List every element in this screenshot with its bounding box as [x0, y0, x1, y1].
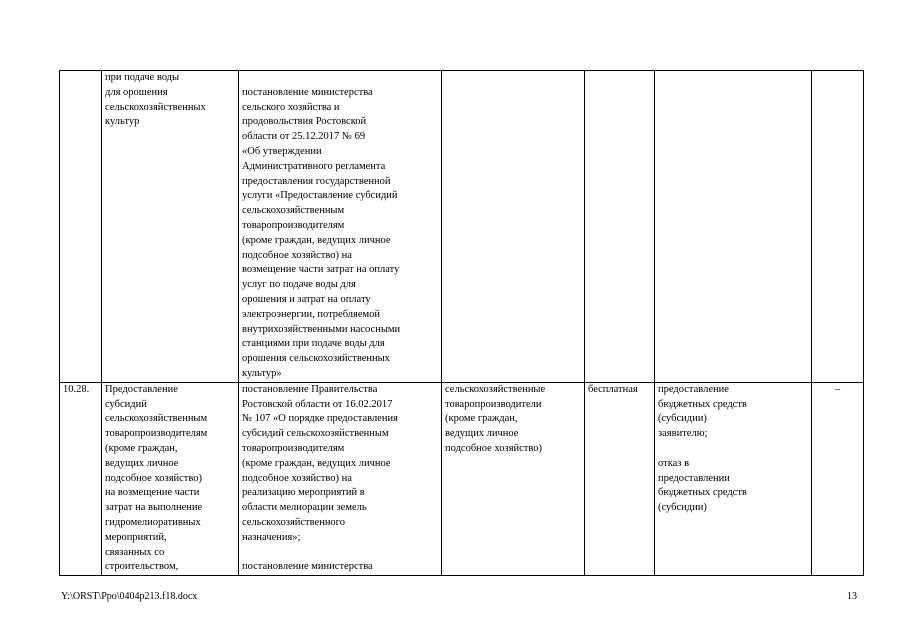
- text-line: затрат на выполнение: [105, 502, 203, 514]
- text-line: внутрихозяйственными насосными: [242, 323, 401, 335]
- text-line: возмещение части затрат на оплату: [242, 264, 400, 276]
- text-line: сельского хозяйства и: [242, 101, 340, 113]
- text-line: (кроме граждан, ведущих личное: [242, 234, 391, 246]
- result-cell: [655, 382, 812, 575]
- text-line: культур»: [242, 367, 282, 379]
- text-line: № 107 «О порядке предоставления: [242, 413, 398, 425]
- text-line: «Об утверждении: [242, 145, 322, 157]
- row-number-cell: 10.28.: [60, 382, 102, 575]
- text-line: подсобное хозяйство) на: [242, 249, 352, 261]
- text-line: товаропроизводители: [445, 398, 542, 410]
- text-line: орошения сельскохозяйственных: [242, 353, 390, 365]
- service-name-cell: [102, 71, 239, 383]
- recipients-cell: [442, 71, 585, 383]
- text-line: электроэнергии, потребляемой: [242, 308, 381, 320]
- text-line: подсобное хозяйство): [445, 442, 543, 454]
- text-line: области от 25.12.2017 № 69: [242, 131, 366, 143]
- other-cell: [812, 71, 864, 383]
- text-line: области мелиорации земель: [242, 502, 367, 514]
- text-line: отказ в: [658, 457, 690, 469]
- cost-cell: бесплатная: [585, 382, 655, 575]
- text-line: субсидий сельскохозяйственным: [242, 428, 389, 440]
- text-line: товаропроизводителям: [242, 219, 345, 231]
- text-line: на возмещение части: [105, 487, 200, 499]
- text-line: гидромелиоративных: [105, 516, 201, 528]
- text-line: Ростовской области от 16.02.2017: [242, 398, 393, 410]
- text-line: заявителю;: [658, 428, 708, 440]
- text-line: сельскохозяйственным: [105, 413, 208, 425]
- text-line: услуг по подаче воды для: [242, 279, 356, 291]
- footer-file-path: Y:\ORST\Ppo\0404p213.f18.docx: [61, 591, 198, 602]
- text-line: мероприятий,: [105, 531, 167, 543]
- text-line: (субсидии): [658, 502, 707, 514]
- text-line: культур: [105, 116, 140, 128]
- service-name-cell: [102, 382, 239, 575]
- text-line: постановление министерства: [242, 561, 373, 573]
- table-row: [60, 382, 864, 575]
- other-cell: –: [812, 382, 864, 575]
- text-line: (субсидии): [658, 413, 707, 425]
- result-cell: [655, 71, 812, 383]
- text-line: подсобное хозяйство): [105, 472, 203, 484]
- text-line: (кроме граждан, ведущих личное: [242, 457, 391, 469]
- text-line: Административного регламента: [242, 160, 386, 172]
- text-line: ведущих личное: [105, 457, 179, 469]
- text-line: [658, 442, 808, 457]
- text-line: назначения»;: [242, 531, 301, 543]
- text-line: (кроме граждан,: [105, 442, 178, 454]
- table-row: [60, 71, 864, 383]
- text-line: бюджетных средств: [658, 487, 747, 499]
- text-line: строительством,: [105, 561, 179, 573]
- text-line: сельскохозяйственные: [445, 383, 546, 395]
- text-line: сельскохозяйственных: [105, 101, 206, 113]
- text-line: постановление министерства: [242, 86, 373, 98]
- text-line: предоставления государственной: [242, 175, 391, 187]
- text-line: предоставлении: [658, 472, 730, 484]
- text-line: товаропроизводителям: [105, 428, 208, 440]
- text-line: [242, 546, 438, 561]
- text-line: постановление Правительства: [242, 383, 378, 395]
- text-line: ведущих личное: [445, 428, 519, 440]
- text-line: орошения и затрат на оплату: [242, 293, 371, 305]
- text-line: товаропроизводителям: [242, 442, 345, 454]
- cost-cell: [585, 71, 655, 383]
- text-line: для орошения: [105, 86, 168, 98]
- recipients-cell: [442, 382, 585, 575]
- text-line: сельскохозяйственного: [242, 516, 345, 528]
- legal-basis-cell: [239, 71, 442, 383]
- text-line: продовольствия Ростовской: [242, 116, 367, 128]
- text-line: станциями при подаче воды для: [242, 338, 385, 350]
- text-line: [242, 71, 438, 86]
- text-line: бюджетных средств: [658, 398, 747, 410]
- row-number-cell: [60, 71, 102, 383]
- text-line: предоставление: [658, 383, 729, 395]
- page-number: 13: [847, 591, 857, 602]
- text-line: (кроме граждан,: [445, 413, 518, 425]
- text-line: услуги «Предоставление субсидий: [242, 190, 398, 202]
- text-line: реализацию мероприятий в: [242, 487, 365, 499]
- legal-basis-cell: [239, 382, 442, 575]
- text-line: субсидий: [105, 398, 147, 410]
- text-line: связанных со: [105, 546, 165, 558]
- text-line: при подаче воды: [105, 72, 180, 83]
- text-line: Предоставление: [105, 383, 178, 395]
- services-table: [59, 70, 864, 576]
- text-line: сельскохозяйственным: [242, 205, 345, 217]
- text-line: подсобное хозяйство) на: [242, 472, 352, 484]
